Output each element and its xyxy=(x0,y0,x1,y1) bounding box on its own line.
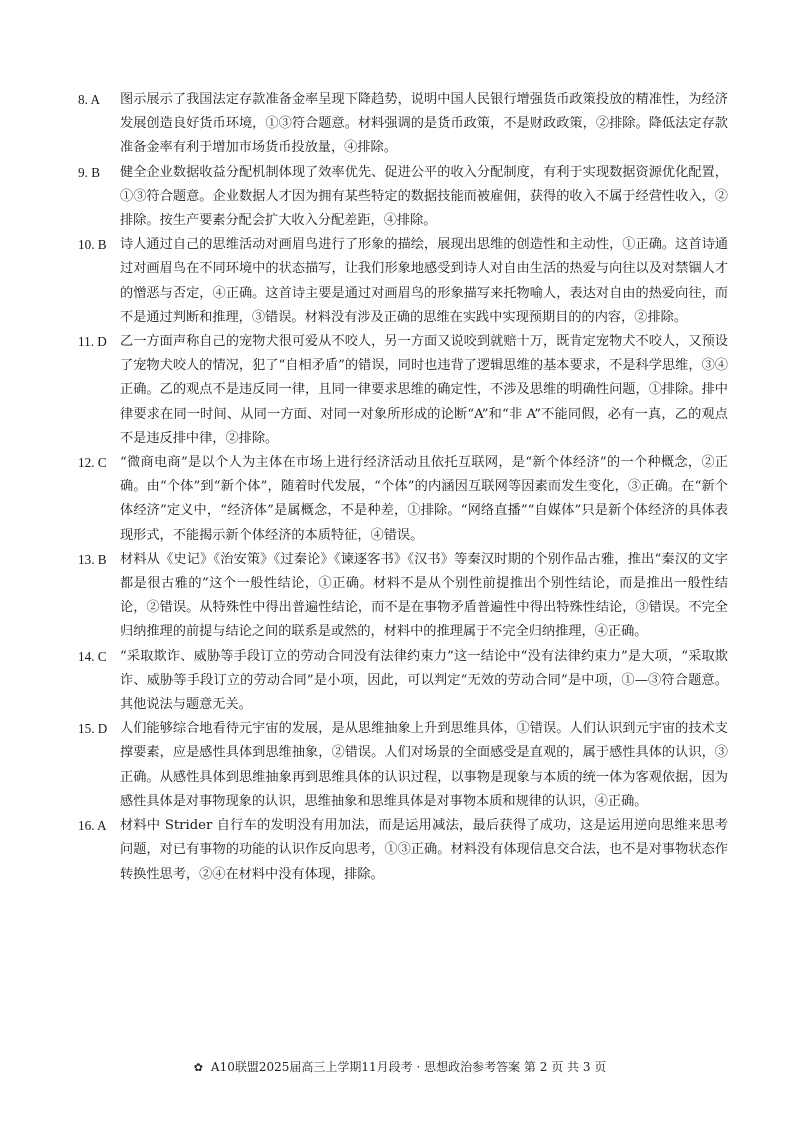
item-text: “采取欺诈、威胁等手段订立的劳动合同没有法律约束力”这一结论中“没有法律约束力”是大项，“采取欺诈、威胁等手段订立的劳动合同”是小项，因此，可以判定“无效的劳动合同”是中项，①—③符合题意。其他说法与题意无关。 xyxy=(120,648,728,713)
logo-mark-icon: ✿ xyxy=(193,1061,203,1074)
item-text: 健全企业数据收益分配机制体现了效率优先、促进公平的收入分配制度，有利于实现数据资源优化配置，①③符合题意。企业数据人才因为拥有某些特定的数据技能而被雇佣，获得的收入不属于经营性收入，②排除。按生产要素分配会扩大收入分配差距，④排除。 xyxy=(120,164,728,229)
item-text: 人们能够综合地看待元宇宙的发展，是从思维抽象上升到思维具体，①错误。人们认识到元宇宙的技术支撑要素，应是感性具体到思维抽象，②错误。人们对场景的全面感受是直观的，属于感性具体的认识，③正确。从感性具体到思维抽象再到思维具体的认识过程，以事物是现象与本质的统一体为客观依据，因为感性具体是对事物现象的认识，思维抽象和思维具体是对事物本质和规律的认识，④正确。 xyxy=(120,721,728,809)
item-number: 15. D xyxy=(78,721,108,737)
item-text: 诗人通过自己的思维活动对画眉鸟进行了形象的描绘，展现出思维的创造性和主动性，①正确。这首诗通过对画眉鸟在不同环境中的状态描写，让我们形象地感受到诗人对自由生活的热爱与向往以及对禁锢人才的憎恶与否定，④正确。这首诗主要是通过对画眉鸟的形象描写来托物喻人，表达对自由的热爱向往，而不是通过判断和推理，③错误。材料没有涉及正确的思维在实践中实现预期目的的内容，②排除。 xyxy=(120,237,728,325)
item-text: 材料从《史记》《治安策》《过秦论》《谏逐客书》《汉书》等秦汉时期的个别作品古雅，推出“秦汉的文字都是很古雅的”这个一般性结论，①正确。材料不是从个别性前提推出个别性结论，而是推出一般性结论，②错误。从特殊性中得出普遍性结论，而不是在事物矛盾普遍性中得出特殊性结论，③错误。不完全归纳推理的前提与结论之间的联系是或然的，材料中的推理属于不完全归纳推理，④正确。 xyxy=(120,551,728,640)
answer-item-8 xyxy=(78,88,728,161)
answer-item-14 xyxy=(78,645,728,718)
item-text: “微商电商”是以个人为主体在市场上进行经济活动且依托互联网，是“新个体经济”的一个种概念，②正确。由“个体”到“新个体”，随着时代发展，“个体”的内涵因互联网等因素而发生变化，③正确。在“新个体经济”定义中，“经济体”是属概念，不是种差，①排除。“网络直播”“自媒体”只是新个体经济的具体表现形式，不能揭示新个体经济的本质特征，④错误。 xyxy=(120,455,728,543)
item-text: 图示展示了我国法定存款准备金率呈现下降趋势，说明中国人民银行增强货币政策投放的精准性，为经济发展创造良好货币环境，①③符合题意。材料强调的是货币政策，不是财政政策，②排除。降低法定存款准备金率有利于增加市场货币投放量，④排除。 xyxy=(120,92,728,156)
item-number: 11. D xyxy=(78,334,107,350)
item-number: 14. C xyxy=(78,648,107,664)
answer-list xyxy=(78,88,728,887)
answer-item-16 xyxy=(78,814,728,887)
page-footer xyxy=(0,1058,800,1075)
item-number: 13. B xyxy=(78,551,107,567)
answer-item-13 xyxy=(78,548,728,645)
item-number: 16. A xyxy=(78,818,107,834)
item-number: 10. B xyxy=(78,237,107,253)
item-text: 材料中 Strider 自行车的发明没有用加法，而是运用减法，最后获得了成功，这是运用逆向思维来思考问题，对已有事物的功能的认识作反向思考，①③正确。材料没有体现信息交合法，也不是对事物状态作转换性思考，②④在材料中没有体现，排除。 xyxy=(120,818,728,882)
answer-item-10 xyxy=(78,233,728,330)
answer-item-15 xyxy=(78,717,728,814)
answer-item-11 xyxy=(78,330,728,451)
item-number: 8. A xyxy=(78,92,100,107)
answer-item-9 xyxy=(78,161,728,234)
footer-text: A10联盟2025届高三上学期11月段考 · 思想政治参考答案 第 2 页 共 3 页 xyxy=(210,1060,607,1074)
item-number: 12. C xyxy=(78,455,107,471)
item-text: 乙一方面声称自己的宠物犬很可爱从不咬人，另一方面又说咬到就赔十万，既肯定宠物犬不咬人，又预设了宠物犬咬人的情况，犯了“自相矛盾”的错误，同时也违背了逻辑思维的基本要求，不是科学思维，③④正确。乙的观点不是违反同一律，且同一律要求思维的确定性，不涉及思维的明确性问题，①排除。排中律要求在同一时间、从同一方面、对同一对象所形成的论断“A”和“非 A”不能同假，必有一真，乙的观点不是违反排中律，②排除。 xyxy=(120,334,728,446)
item-number: 9. B xyxy=(78,164,100,180)
answer-item-12 xyxy=(78,451,728,548)
